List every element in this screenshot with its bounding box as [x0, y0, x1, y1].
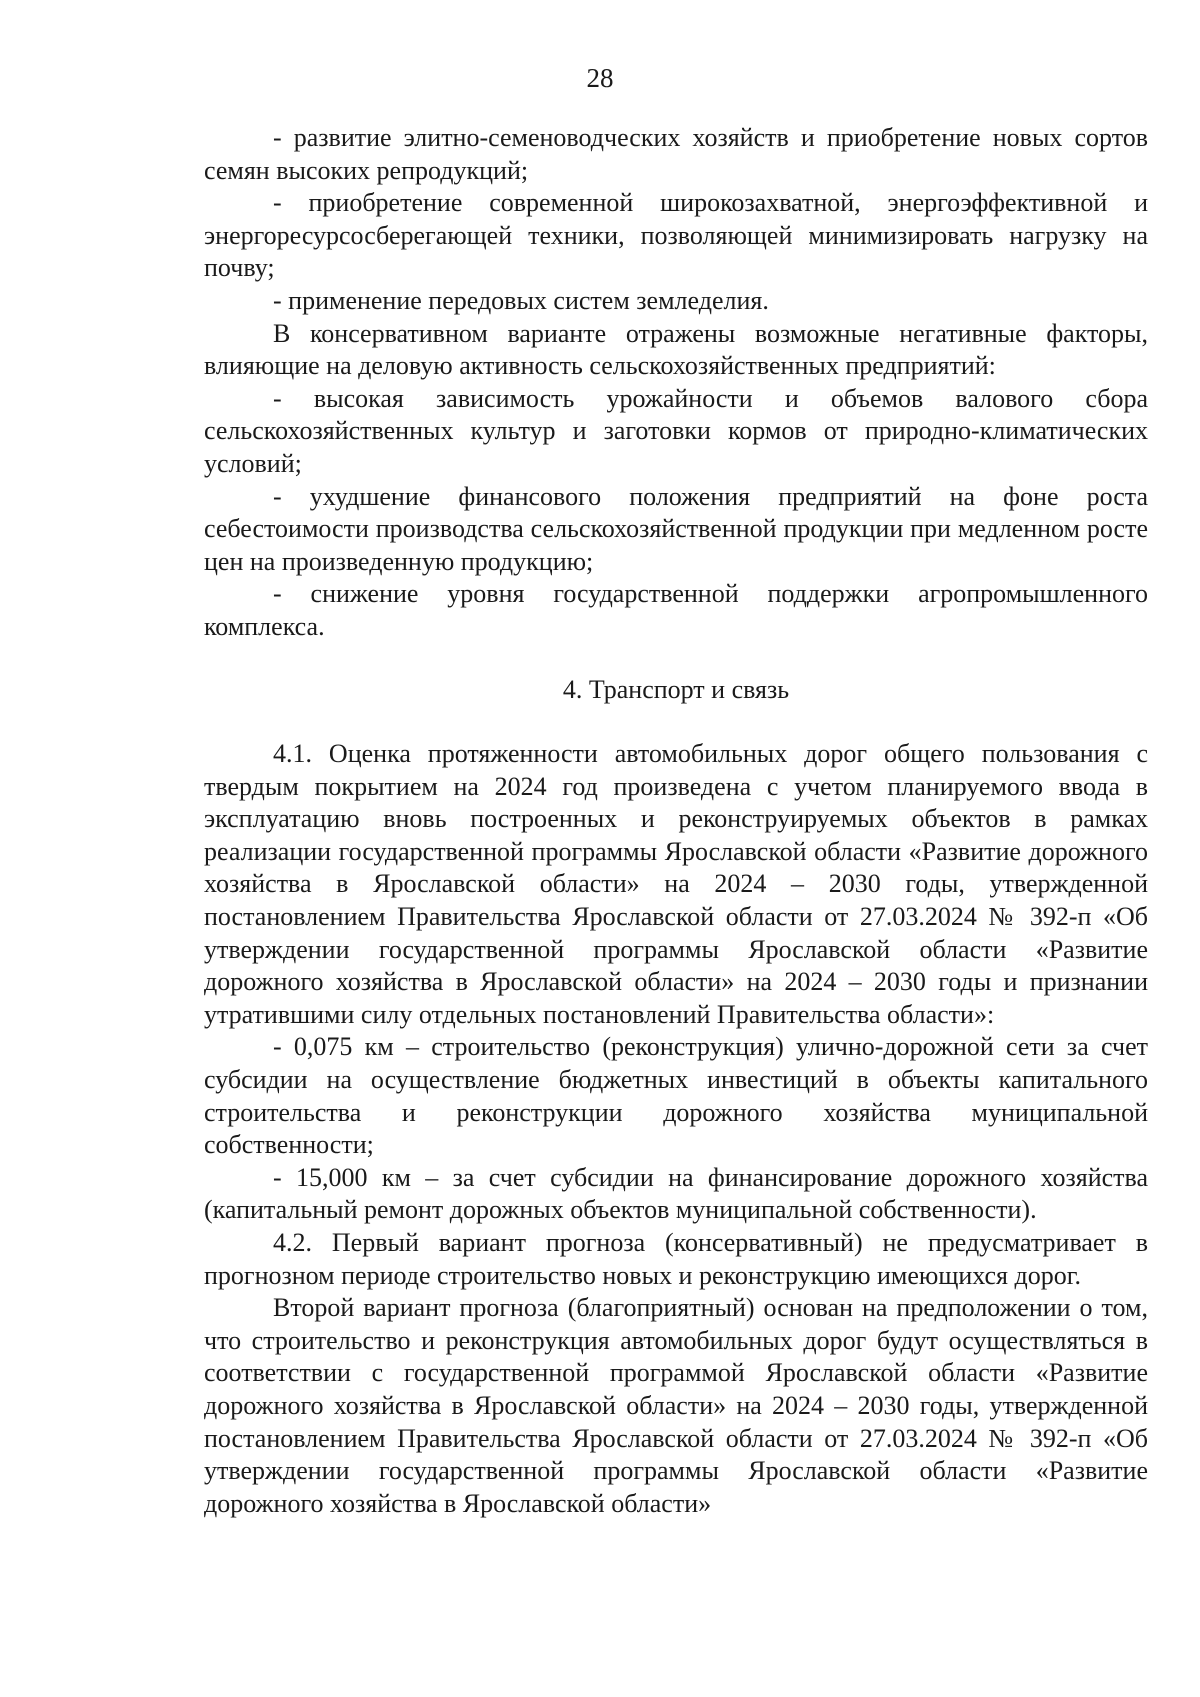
- paragraph-second-variant: Второй вариант прогноза (благоприятный) основан на предположении о том, что строительство и реконструкция автомобильных дорог будут осуществляться в соответствии с государственной программой Ярославской области «Развитие дорожного хозяйства в Ярославской области» на 2024 – 2030 годы, утвержденной постановлением Правительства Ярославской области от 27.03.2024 № 392-п «Об утверждении государственной программы Ярославской области «Развитие дорожного хозяйства в Ярославской области»: [204, 1293, 1148, 1518]
- paragraph-conservative-variant: В консервативном варианте отражены возможные негативные факторы, влияющие на деловую активность сельскохозяйственных предприятий:: [204, 318, 1148, 381]
- list-item-modern-machinery: - приобретение современной широкозахватной, энергоэффективной и энергоресурсосберегающей техники, позволяющей минимизировать нагрузку на почву;: [204, 188, 1148, 283]
- page-number: 28: [586, 63, 614, 93]
- document-body: [204, 122, 1148, 1520]
- list-item-support-reduction: - снижение уровня государственной поддержки агропромышленного комплекса.: [204, 579, 1148, 641]
- paragraph-4-1: 4.1. Оценка протяженности автомобильных дорог общего пользования с твердым покрытием на 2024 год произведена с учетом планируемого ввода в эксплуатацию вновь построенных и реконструируемых объектов в рамках реализации государственной программы Ярославской области «Развитие дорожного хозяйства в Ярославской области» на 2024 – 2030 годы, утвержденной постановлением Правительства Ярославской области от 27.03.2024 № 392-п «Об утверждении государственной программы Ярославской области «Развитие дорожного хозяйства в Ярославской области» на 2024 – 2030 годы и признании утратившими силу отдельных постановлений Правительства области»:: [204, 739, 1148, 1029]
- list-item-road-network: - 0,075 км – строительство (реконструкция) улично-дорожной сети за счет субсидии на осуществление бюджетных инвестиций в объекты капитального строительства и реконструкции дорожного хозяйства муниципальной собственности;: [204, 1032, 1148, 1160]
- list-item-climate-dependence: - высокая зависимость урожайности и объемов валового сбора сельскохозяйственных культур и заготовки кормов от природно-климатических условий;: [204, 383, 1148, 478]
- paragraph-4-2: 4.2. Первый вариант прогноза (консервативный) не предусматривает в прогнозном периоде строительство новых и реконструкцию имеющихся дорог.: [204, 1228, 1148, 1290]
- list-item-advanced-farming: - применение передовых систем земледелия.: [273, 285, 769, 315]
- section-heading: 4. Транспорт и связь: [562, 674, 790, 704]
- list-item-capital-repair: - 15,000 км – за счет субсидии на финансирование дорожного хозяйства (капитальный ремонт дорожных объектов муниципальной собственности).: [204, 1162, 1148, 1225]
- list-item-financial-decline: - ухудшение финансового положения предприятий на фоне роста себестоимости производства сельскохозяйственной продукции при медленном росте цен на произведенную продукцию;: [204, 481, 1148, 576]
- list-item-elite-seed-farms: - развитие элитно-семеноводческих хозяйств и приобретение новых сортов семян высоких репродукций;: [204, 123, 1148, 185]
